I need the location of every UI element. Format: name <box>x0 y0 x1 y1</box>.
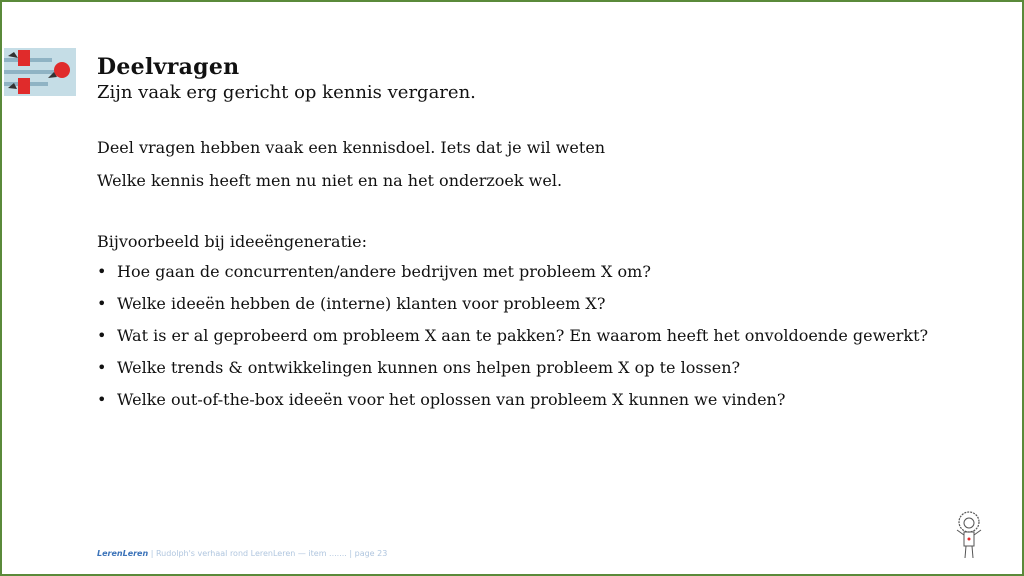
presentation-logo-icon <box>4 48 76 96</box>
paragraph-knowledge-gap: Welke kennis heeft men nu niet en na het onderzoek wel. <box>97 171 563 190</box>
paragraph-knowledge-goal: Deel vragen hebben vaak een kennisdoel. Iets dat je wil weten <box>97 138 606 157</box>
slide-subtitle: Zijn vaak erg gericht op kennis vergaren. <box>97 82 476 103</box>
bullet-text: Welke out-of-the-box ideeën voor het oplossen van probleem X kunnen we vinden? <box>117 390 786 409</box>
bullet-text: Wat is er al geprobeerd om probleem X aan te pakken? En waarom heeft het onvoldoende gewerkt? <box>117 326 929 345</box>
bullet-dot: • <box>97 358 107 377</box>
bullet-item <box>97 294 937 314</box>
bullet-text: Welke ideeën hebben de (interne) klanten voor probleem X? <box>117 294 606 313</box>
footer-text: | Rudolph's verhaal rond LerenLeren — item ....... | page 23 <box>150 549 388 558</box>
cartoon-figure-icon <box>952 510 986 562</box>
example-intro: Bijvoorbeeld bij ideeëngeneratie: <box>97 232 367 251</box>
example-bullet-list <box>97 262 937 422</box>
slide-title: Deelvragen <box>97 54 240 80</box>
bullet-dot: • <box>97 262 107 281</box>
bullet-item <box>97 358 937 378</box>
bullet-item <box>97 326 937 346</box>
bullet-item <box>97 390 937 410</box>
bullet-item <box>97 262 937 282</box>
bullet-dot: • <box>97 390 107 409</box>
slide-footer <box>97 549 387 558</box>
bullet-dot: • <box>97 294 107 313</box>
bullet-text: Welke trends & ontwikkelingen kunnen ons helpen probleem X op te lossen? <box>117 358 741 377</box>
bullet-text: Hoe gaan de concurrenten/andere bedrijven met probleem X om? <box>117 262 651 281</box>
bullet-dot: • <box>97 326 107 345</box>
footer-brand: LerenLeren <box>97 549 149 558</box>
